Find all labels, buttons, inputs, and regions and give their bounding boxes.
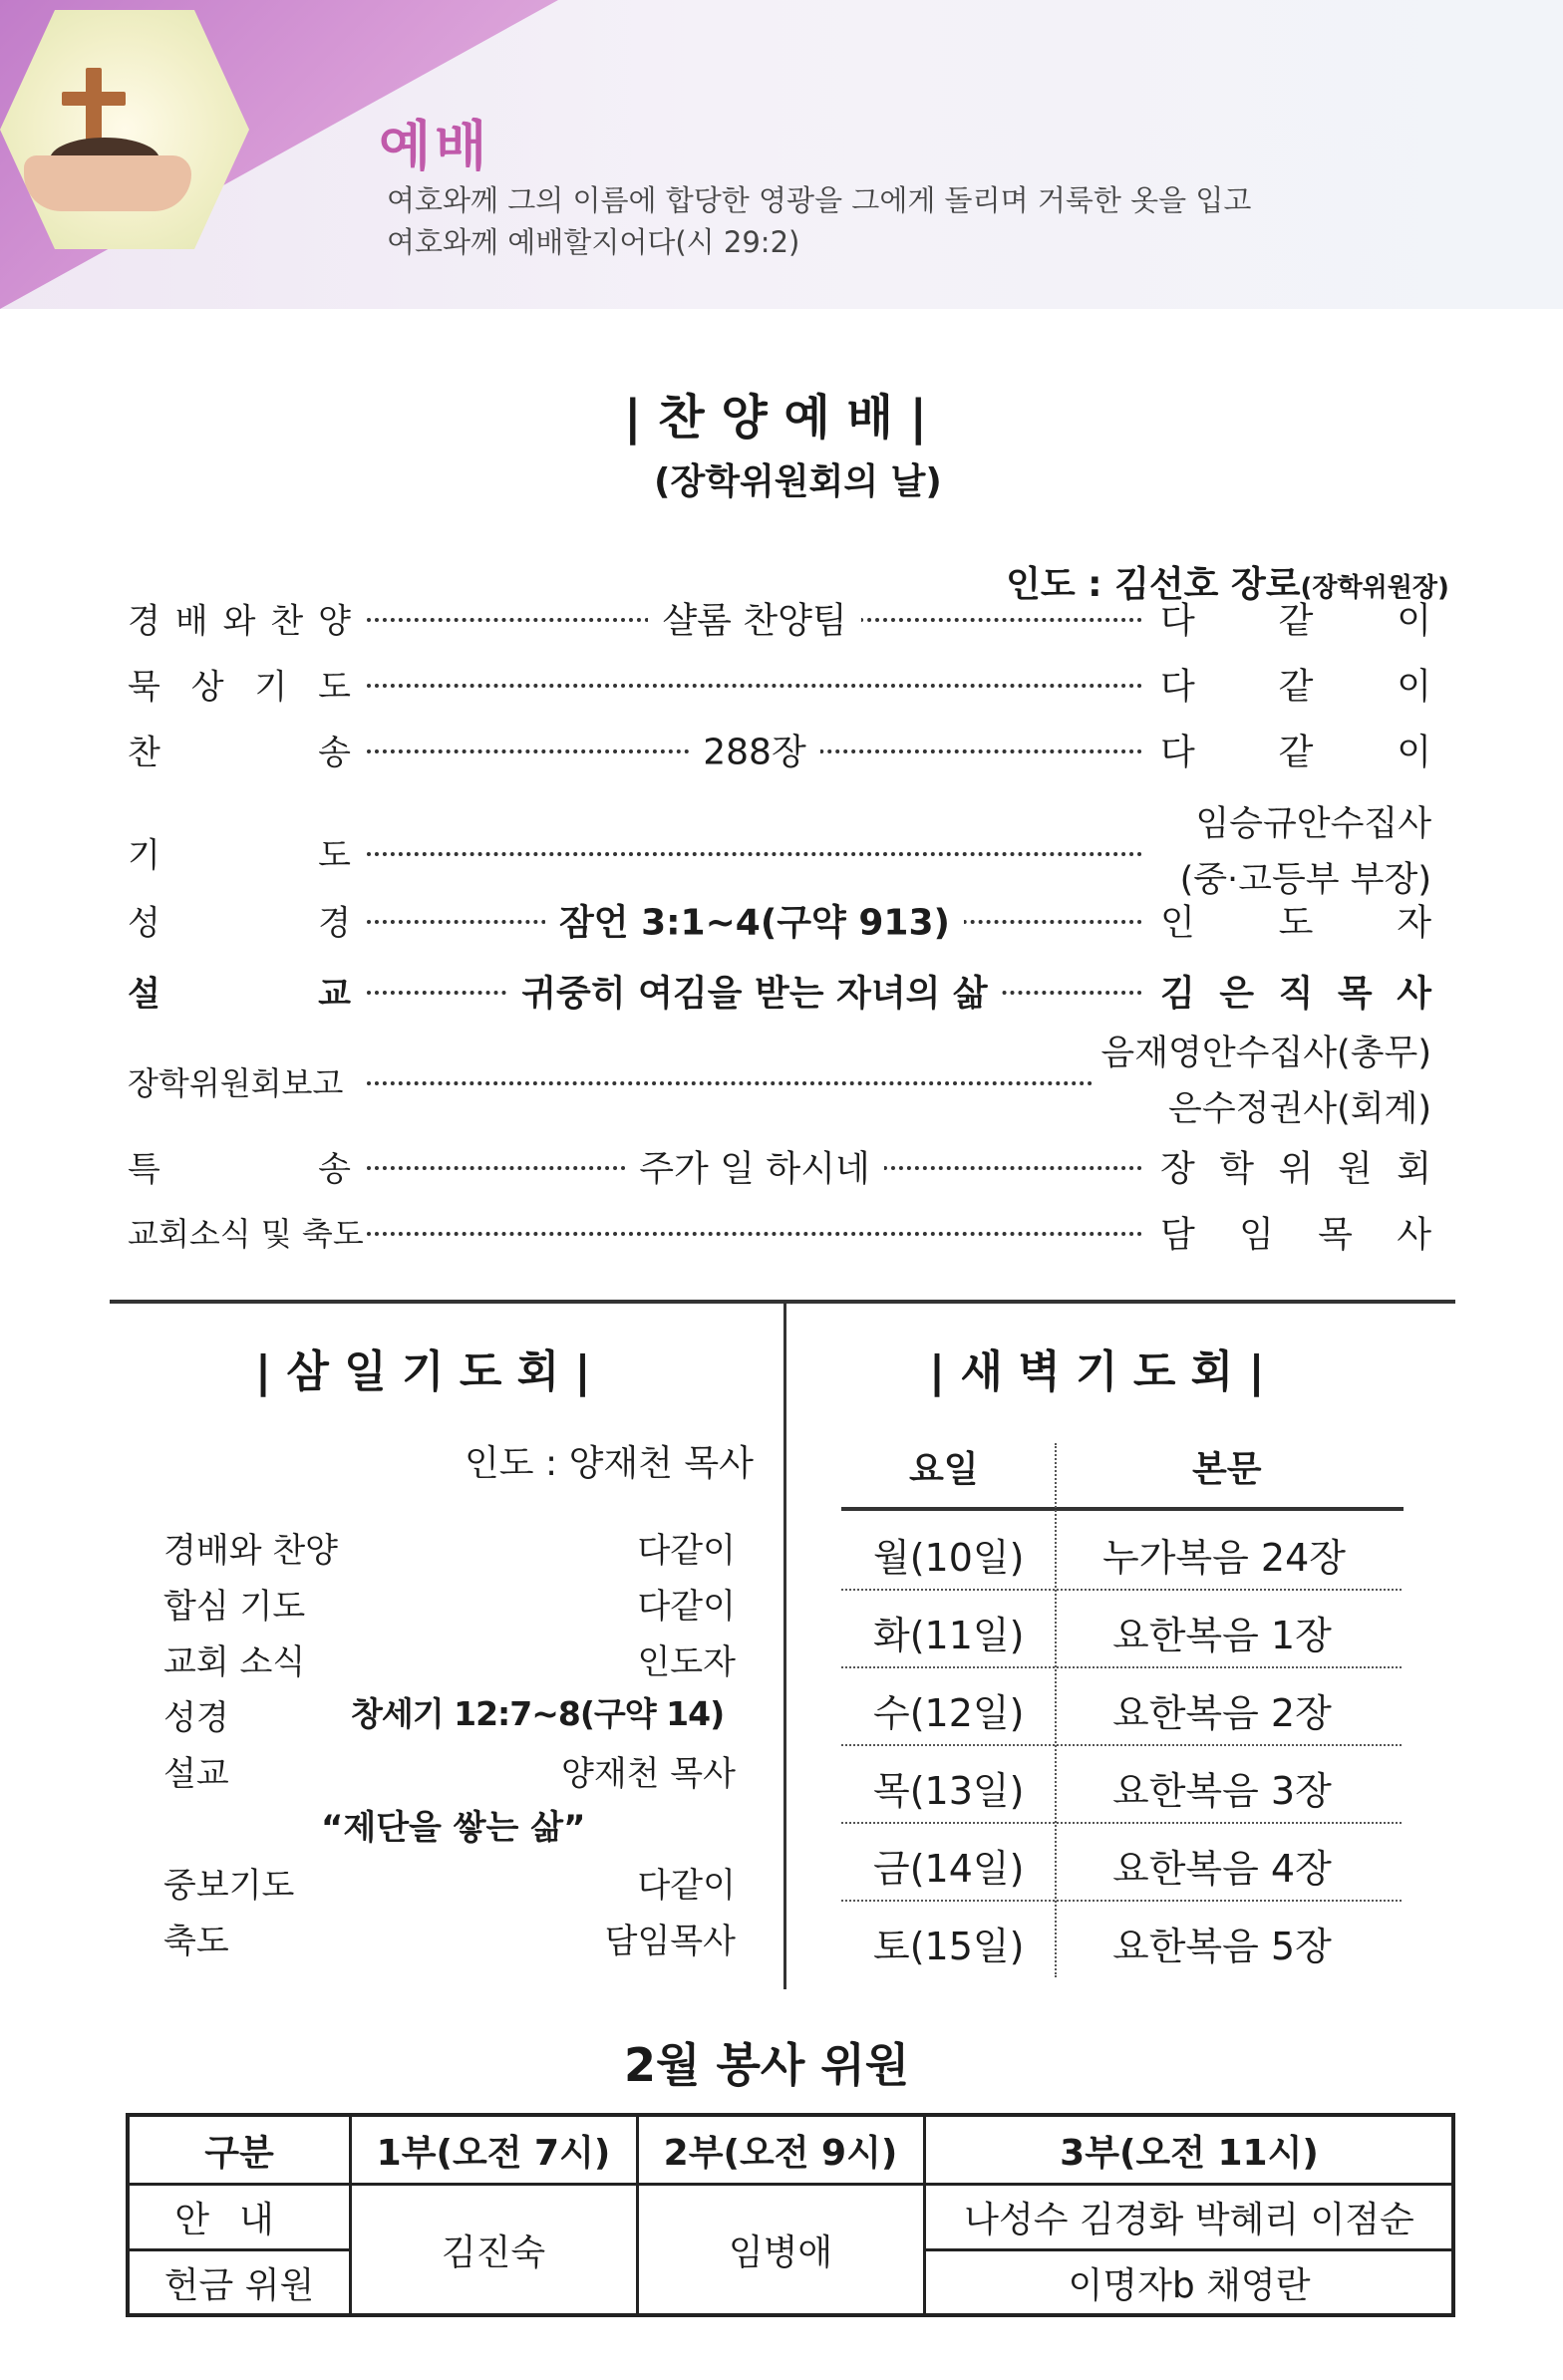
wed-value: 인도자 [637,1642,736,1682]
service1-volunteer: 김진숙 [441,2231,546,2273]
order-label: 교회소식 및 축도 [128,1215,364,1253]
dawn-row-sep [841,1666,1402,1668]
leader-text: 인도 : 김선호 장로 [1006,564,1301,605]
order-who: 담 임 목 사 [1160,1214,1431,1256]
order-label: 기 도 [128,835,351,876]
leader-note: (장학위원장) [1300,573,1449,603]
order-row [128,588,1431,648]
table-header: 1부(오전 7시) [376,2132,611,2174]
order-content: 주가 일 하시네 [625,1149,884,1190]
dawn-text: 요한복음 1장 [1112,1614,1332,1657]
wed-value: 양재천 목사 [560,1754,736,1794]
dotted-leader [367,1081,1093,1085]
wed-label: 교회 소식 [163,1642,306,1682]
order-label: 경 배 와 찬 양 [128,601,351,642]
dawn-text: 요한복음 5장 [1112,1925,1332,1968]
wed-value: 다같이 [637,1866,736,1906]
wed-label: 축도 [163,1922,229,1961]
dawn-text: 요한복음 4장 [1112,1847,1332,1891]
dawn-row-sep [841,1744,1402,1746]
dawn-day: 화(11일) [873,1614,1025,1657]
sermon-title: 귀중히 여김을 받는 자녀의 삶 [507,974,1001,1015]
role-offering: 헌금 위원 [163,2264,315,2306]
service3-guide: 나성수 김경화 박혜리 이점순 [964,2199,1414,2240]
dawn-text: 요한복음 3장 [1112,1769,1332,1813]
order-row [128,961,1431,1021]
wed-value: 창세기 12:7~8(구약 14) [351,1694,725,1733]
wed-value: 담임목사 [604,1922,736,1961]
verse-line: 여호와께 예배할지어다(시 29:2) [387,225,800,259]
volunteer-table [126,2113,1455,2317]
role-guide: 안내 [174,2199,304,2240]
order-row [128,890,1431,950]
verse-line: 여호와께 그의 이름에 합당한 영광을 그에게 돌리며 거룩한 옷을 입고 [387,183,1252,217]
order-label: 찬 송 [128,733,351,773]
service3-offering: 이명자b 채영란 [1068,2264,1311,2306]
table-header: 2부(오전 9시) [663,2132,898,2174]
dawn-text: 누가복음 24장 [1102,1536,1346,1580]
table-header: 3부(오전 11시) [1060,2132,1319,2174]
wednesday-leader: 인도 : 양재천 목사 [465,1443,754,1484]
dotted-leader [367,684,1142,688]
praise-worship-subtitle: (장학위원회의 날) [654,461,942,502]
order-row [128,1136,1431,1196]
order-who: 다 같 이 [1160,732,1431,773]
dawn-row-sep [841,1900,1402,1902]
wed-value: 다같이 [637,1587,736,1627]
dotted-leader [367,852,1142,856]
wed-label: 합심 기도 [163,1587,306,1627]
wed-label: 경배와 찬양 [163,1531,339,1571]
section-divider [110,1300,1455,1304]
page-title: 예배 [379,115,491,177]
wed-label: 설교 [163,1754,229,1794]
order-label: 설 교 [128,974,351,1015]
dawn-text: 요한복음 2장 [1112,1691,1332,1735]
table-header: 구분 [204,2132,274,2174]
order-who: 음재영안수집사(총무) 은수정권사(회계) [1100,1034,1431,1129]
wed-value: 다같이 [637,1531,736,1571]
order-row [128,720,1431,779]
praise-worship-title: | 찬 양 예 배 | [624,390,928,446]
dawn-header-text: 본문 [1192,1449,1262,1490]
wed-label: 성경 [163,1698,229,1738]
order-row [128,654,1431,714]
order-content: 잠언 3:1~4(구약 913) [545,903,964,944]
dawn-day: 목(13일) [873,1769,1025,1813]
header-banner [0,0,1563,309]
dawn-day: 월(10일) [873,1536,1025,1580]
volunteers-title: 2월 봉사 위원 [624,2038,910,2092]
order-label: 특 송 [128,1149,351,1190]
order-who: 다 같 이 [1160,666,1431,708]
dawn-column-line [1055,1443,1057,1977]
dawn-header-day: 요일 [909,1449,979,1490]
order-label: 성 경 [128,903,351,944]
order-who: 장 학 위 원 회 [1160,1148,1431,1190]
order-label: 묵 상 기 도 [128,667,351,708]
order-label: 장학위원회보고 [128,1064,344,1102]
wed-label: 중보기도 [163,1866,295,1906]
wednesday-prayer-title: | 삼 일 기 도 회 | [255,1346,591,1397]
order-row [128,1027,1431,1136]
order-row [128,1202,1431,1262]
wed-sermon-title: “제단을 쌓는 삶” [321,1808,586,1848]
dawn-day: 토(15일) [873,1925,1025,1968]
header-verse [387,179,1251,263]
dawn-day: 수(12일) [873,1691,1025,1735]
dotted-leader [367,1232,1142,1236]
order-who: 임승규안수집사 (중·고등부 부장) [1179,804,1431,900]
order-content: 288장 [689,733,820,773]
column-divider [783,1304,786,1989]
dawn-row-sep [841,1822,1402,1824]
dawn-row-sep [841,1589,1402,1591]
order-who: 김 은 직 목 사 [1160,973,1431,1015]
dawn-prayer-title: | 새 벽 기 도 회 | [929,1346,1265,1397]
order-who: 인 도 자 [1160,902,1431,944]
dawn-day: 금(14일) [873,1847,1025,1891]
order-content: 샬롬 찬양팀 [648,601,860,642]
dawn-header-line [841,1507,1404,1511]
service2-volunteer: 임병애 [728,2231,833,2273]
order-who: 다 같 이 [1160,600,1431,642]
